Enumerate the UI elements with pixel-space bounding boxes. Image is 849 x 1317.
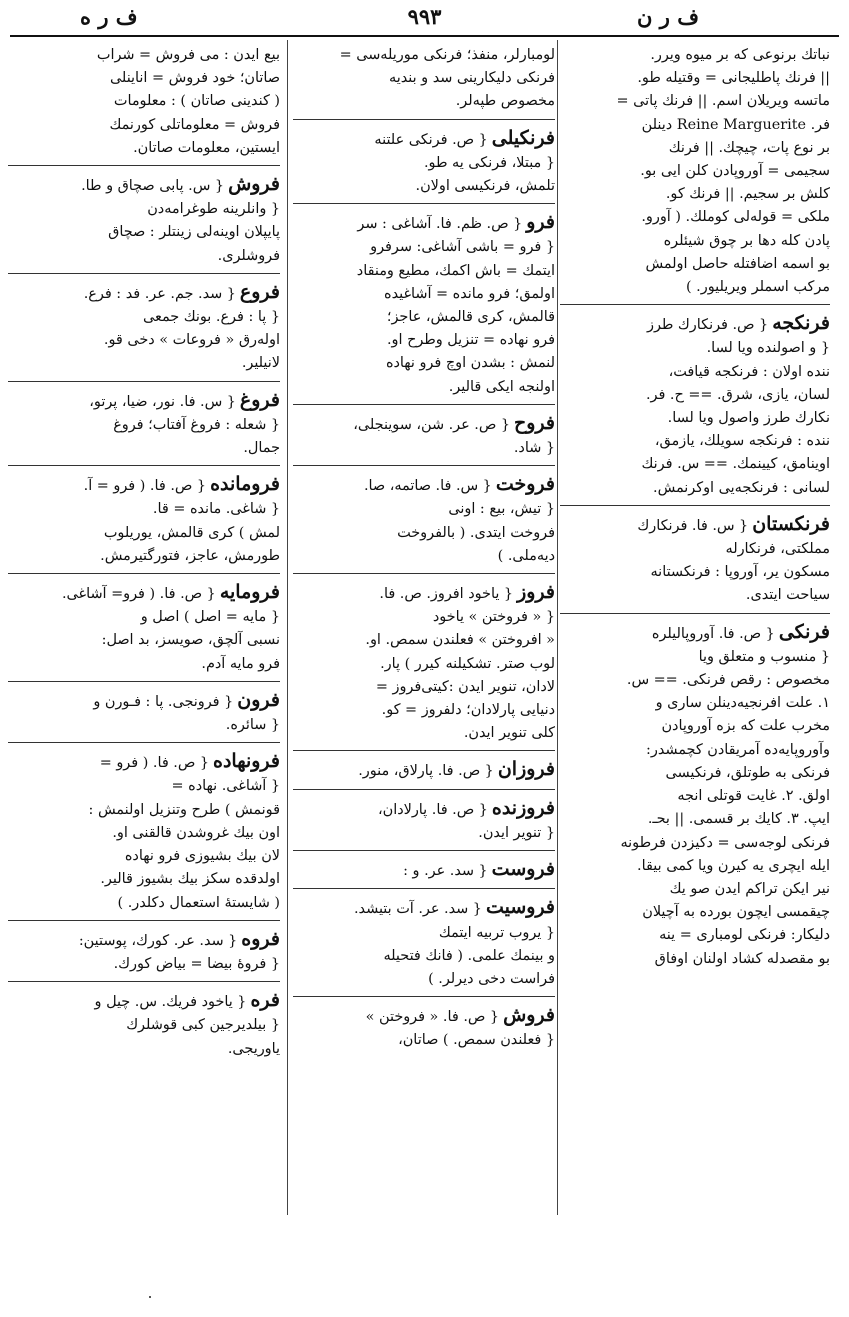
entry-text: ( كندینی صاتان ) : معلومات (113, 93, 280, 110)
entry-line (293, 260, 555, 283)
entry-text: { سائره. (225, 717, 280, 734)
entry-text: ننده اولان : فرنكجه قیافت، (668, 363, 830, 380)
entry-text: نباتك برنوعی كه بر میوه ویرر. (650, 47, 830, 63)
headword: فروخت (495, 473, 555, 496)
entry-line (8, 329, 280, 352)
entry-line (293, 1004, 555, 1029)
entry-line (293, 945, 555, 968)
entry-line (293, 352, 555, 375)
entry-line (560, 669, 830, 692)
headword: فره (250, 989, 280, 1012)
entry-line (8, 868, 280, 891)
entry-line (560, 276, 830, 299)
entry-text: { سد. جم. عر. فد : فرع. (83, 285, 236, 302)
header-left-letters: ف ر ه (80, 4, 138, 29)
entry-text: مسكون یر، آوروپا : فرنكستانه (650, 564, 830, 581)
headword: فروز (517, 581, 555, 604)
entry-line (560, 206, 830, 229)
entry-text: { یاخود افروز. ص. فا. (379, 586, 514, 603)
entry-line (293, 90, 555, 113)
entry-line (293, 473, 555, 498)
headword: فروش (503, 1004, 555, 1027)
entry-text: كلش بر سجیم. || فرنك كو. (665, 186, 830, 203)
entry-text: { فرو = باشی آشاغی: سرفرو (370, 239, 555, 256)
dictionary-entry (560, 513, 830, 614)
entry-line (293, 236, 555, 259)
entry-line (560, 361, 830, 384)
entry-line (8, 221, 280, 244)
entry-text: بو مقصدله كشاد اولنان اوفاق (654, 950, 830, 967)
entry-text: فروش = معلوماتلی كورنمك (109, 116, 280, 133)
entry-line (293, 822, 555, 845)
entry-text: اوله‌رق « فروعات » دخی قو. (103, 332, 280, 349)
headword: فرنكی (778, 620, 830, 643)
entry-text: چیقمسی ایچون بورده به آچیلان (642, 904, 830, 921)
entry-line (293, 968, 555, 991)
entry-line (8, 714, 280, 737)
entry-line (8, 606, 280, 629)
entry-line (560, 90, 830, 113)
entry-line (293, 44, 555, 67)
entry-text: صاتان؛ خود فروش = اناینلی (109, 70, 280, 87)
entry-line (560, 230, 830, 253)
entry-text: اوینامق، كیینمك. == س. فرنك (641, 456, 830, 473)
entry-text: ملكی = قوله‌لی كوملك. ( آورو. (641, 209, 830, 226)
dictionary-entry (560, 44, 830, 305)
entry-text: { س. فا. نور، ضیا، پرتو، (89, 393, 236, 410)
entry-text: مركب اسملر ویریلیور. ) (685, 279, 830, 296)
entry-text: { ص. ظم. فا. آشاغی : سر (357, 216, 523, 233)
entry-text: { شاغی. مانده = قا. (152, 501, 280, 518)
entry-text: فرو نهاده = تنزیل وطرح او. (386, 332, 555, 349)
dictionary-entry (293, 858, 555, 889)
headword: فروسیت (485, 896, 555, 919)
entry-text: { تنویر ایدن. (478, 824, 555, 841)
page-header (0, 0, 849, 36)
entry-line (560, 407, 830, 430)
entry-text: { ص. فا. آوروپالیلره (651, 625, 775, 642)
dictionary-entry (293, 473, 555, 574)
entry-line (293, 581, 555, 606)
entry-text: فراست دخی دیرلر. ) (428, 970, 555, 987)
dictionary-entry (293, 412, 555, 466)
headword: فروع (239, 280, 280, 303)
entry-line (293, 152, 555, 175)
column-divider-left (287, 40, 288, 1215)
entry-line (293, 412, 555, 437)
entry-text: { ص. فا. پارلاق، منور. (358, 763, 494, 780)
entry-text: { ص. فا. پارلادان، (378, 801, 488, 818)
entry-line (8, 1038, 280, 1061)
entry-text: اولق. ٢. غایت قوتلی انجه (677, 788, 830, 805)
entry-text: ( شایستهٔ استعمال دكلدر. ) (117, 894, 280, 911)
column-right (560, 44, 830, 1274)
entry-line (293, 545, 555, 568)
entry-text: كلی تنویر ایدن. (463, 725, 555, 742)
entry-line (560, 253, 830, 276)
entry-text: { « فروختن » یاخود (432, 609, 555, 626)
header-right-letters: ف ر ن (637, 4, 699, 29)
entry-line (293, 376, 555, 399)
headword: فرنكستان (752, 512, 830, 535)
entry-line (560, 855, 830, 878)
column-divider-right (557, 40, 558, 1215)
entry-text: و بینمك علمی. ( فانك فتحیله (383, 947, 555, 964)
entry-text: لمش ) كری قالمش، یوریلوب (103, 524, 280, 541)
dictionary-entry (293, 211, 555, 405)
entry-text: بو اسمه اضافتله حاصل اولمش (645, 255, 830, 272)
entry-line (293, 606, 555, 629)
dictionary-entry (8, 750, 280, 920)
entry-text: بر نوع پات، چیچك. || فرنك (668, 139, 830, 156)
entry-text: ایستین، معلومات صاتان. (133, 139, 280, 156)
entry-text: { مبتلا، فرنكی یه طو. (423, 154, 555, 171)
entry-line (8, 822, 280, 845)
entry-text: لنمش : بشدن اوچ فرو نهاده (385, 355, 555, 372)
entry-text: فرنكی لوجه‌سی = دكیزدن فرطونه (620, 834, 830, 851)
entry-text: فرنكی دلیكارینی سد و بندیه (388, 70, 555, 87)
entry-line (8, 90, 280, 113)
entry-text: اولمق؛ فرو مانده = آشاغیده (384, 285, 555, 302)
entry-text: نكارك طرز واصول ویا لسا. (667, 410, 830, 427)
entry-line (560, 901, 830, 924)
entry-line (8, 389, 280, 414)
entry-line (8, 67, 280, 90)
entry-line (293, 653, 555, 676)
entry-line (8, 629, 280, 652)
entry-line (293, 676, 555, 699)
entry-text: لوب صتر. تشكیلنه كیرر ) پار. (380, 655, 555, 672)
dictionary-entry (293, 896, 555, 997)
entry-text: قالمش، كری قالمش، عاجز؛ (386, 309, 555, 326)
headword: فرومانده (210, 473, 280, 496)
entry-line (293, 629, 555, 652)
entry-line (560, 477, 830, 500)
entry-text: مملكتی، فرنكارله (725, 541, 830, 558)
headword: فروه (241, 927, 280, 950)
headword: فروغ (239, 388, 280, 411)
entry-line (8, 989, 280, 1014)
entry-line (8, 953, 280, 976)
entry-line (560, 924, 830, 947)
entry-text: { سد. عر. كورك، پوستین: (78, 932, 238, 949)
entry-line (8, 581, 280, 606)
entry-line (560, 715, 830, 738)
entry-line (8, 245, 280, 268)
entry-line (560, 430, 830, 453)
entry-text: لادان، تنویر ایدن :كیتی‌فروز = (375, 678, 555, 695)
entry-line (8, 473, 280, 498)
entry-text: { مایه = اصل ) اصل و (140, 609, 280, 626)
entry-text: { یاخود فریك. س. چیل و (94, 994, 247, 1011)
entry-text: نسبی آلچق، صویسز، بد اصل: (101, 632, 280, 649)
entry-text: لسان، یازی، شرق. == ح. فر. (645, 386, 830, 403)
entry-line (8, 775, 280, 798)
entry-line (293, 797, 555, 822)
entry-line (293, 437, 555, 460)
headword: فرنكجه (772, 312, 830, 335)
dictionary-entry (293, 758, 555, 789)
entry-text: فروشلری. (217, 247, 280, 264)
entry-text: { سد. عر. و : (403, 863, 488, 880)
entry-text: مخصوص : رقص فرنكی. == س. (626, 672, 830, 689)
entry-text: ماتسه ویریلان اسم. || فرنك پاتی = (616, 93, 830, 110)
entry-text: وآوروپایه‌ده آمریقادن كچمشدر: (646, 741, 830, 758)
entry-text: { آشاغی. نهاده = (171, 778, 280, 795)
entry-text: فروخت ایتدی. ( بالفروخت (397, 524, 555, 541)
entry-line (8, 44, 280, 67)
entry-line (293, 722, 555, 745)
entry-text: { تیش، بیع : اونی (448, 501, 555, 518)
entry-text: { س. فا. صاتمه، صا. (363, 478, 492, 495)
entry-text: { پا : فرع. بونك جمعی (143, 309, 280, 326)
entry-text: لومبارلر، منفذ؛ فرنكی موریله‌سی = (339, 47, 555, 63)
entry-line (560, 808, 830, 831)
dictionary-entry (8, 44, 280, 166)
entry-line (560, 692, 830, 715)
entry-text: فرو مایه آدم. (201, 655, 280, 672)
headword: فروح (513, 411, 555, 434)
entry-line (560, 878, 830, 901)
entry-text: دیه‌ملی. ) (497, 547, 555, 564)
entry-text: اولنجه ایكی قالیر. (448, 378, 555, 395)
entry-text: پایپلان اوینه‌لی زینتلر : صچاق (108, 224, 280, 241)
entry-line (560, 739, 830, 762)
entry-line (560, 832, 830, 855)
entry-text: ننده : فرنكجه سویلك، یازمق، (654, 433, 830, 450)
entry-line (8, 689, 280, 714)
page-number: ٩٩٣ (407, 4, 442, 29)
entry-text: مخرب علت كه بزه آوروپادن (661, 718, 830, 735)
entry-line (293, 922, 555, 945)
entry-text: قونمش ) طرح وتنزیل اولنمش : (88, 801, 280, 818)
entry-text: یاوریجی. (227, 1040, 280, 1057)
entry-text: ایپ. ٣. كایك بر قسمی. || بحـ. (647, 811, 830, 828)
entry-line (293, 211, 555, 236)
entry-line (8, 306, 280, 329)
entry-line (560, 453, 830, 476)
entry-text: اون بیك غروشدن قالقنی او. (112, 824, 280, 841)
column-middle (293, 44, 555, 1274)
entry-text: { فروهٔ بیضا = بیاض كورك. (113, 955, 280, 972)
entry-text: جمال. (243, 440, 280, 457)
entry-text: ١. علت افرنجیه‌دینلن ساری و (655, 695, 830, 712)
entry-line (560, 384, 830, 407)
entry-line (560, 312, 830, 337)
dictionary-entry (8, 928, 280, 982)
entry-line (293, 306, 555, 329)
entry-text: ایله ایچری یه كیرن ویا كمی بیقا. (637, 857, 830, 874)
entry-line (293, 522, 555, 545)
entry-text: { ص. فا. ( فرو = (99, 755, 209, 772)
entry-text: { ص. فرنكارك طرز (647, 317, 769, 334)
entry-text: { وانلرینه طوغرامه‌دن (147, 201, 280, 218)
entry-line (560, 137, 830, 160)
entry-line (8, 137, 280, 160)
dictionary-entry (560, 621, 830, 976)
entry-text: لانیلیر. (241, 355, 280, 372)
entry-text: اولدقده سكز بیك بشیوز قالیر. (100, 871, 280, 888)
entry-line (560, 160, 830, 183)
entry-text: دنیایی پارلادان؛ دلفروز = كو. (381, 702, 555, 719)
entry-text: { بیلدیرجین كبی قوشلرك (126, 1017, 280, 1034)
entry-text: { یروب تربیه ایتمك (438, 924, 555, 941)
entry-line (293, 127, 555, 152)
entry-line (8, 892, 280, 915)
entry-text: لان بیك بشیوزی فرو نهاده (124, 848, 280, 865)
entry-line (8, 498, 280, 521)
entry-text: { منسوب و متعلق ویا (698, 648, 830, 665)
entry-text: { شعله : فروغ آفتاب؛ فروغ (113, 416, 280, 433)
entry-text: طورمش، عاجز، فتورگتیرمش. (100, 547, 280, 564)
entry-line (8, 1014, 280, 1037)
entry-text: { سد. عر. آت بتیشد. (353, 901, 482, 918)
entry-line (8, 173, 280, 198)
entry-text: { ص. فا. « فروختن » (365, 1009, 500, 1026)
entry-text: دلیكار: فرنكی لومباری = ینه (659, 927, 830, 944)
dictionary-entry (293, 1004, 555, 1057)
dictionary-entry (8, 281, 280, 382)
entry-line (293, 896, 555, 921)
entry-text: { و اصولنده ویا لسا. (706, 340, 830, 357)
dictionary-entry (8, 173, 280, 274)
entry-line (8, 653, 280, 676)
headword: فروزنده (491, 796, 555, 819)
entry-text: { ص. فا. ( فرو = آ. (83, 478, 207, 495)
entry-line (293, 498, 555, 521)
dictionary-entry (8, 473, 280, 574)
entry-line (293, 67, 555, 90)
headword: فرو (526, 211, 555, 234)
entry-line (293, 758, 555, 783)
headword: فروست (491, 858, 555, 881)
entry-text: بیع ایدن : می فروش = شراب (96, 47, 280, 63)
headword: فرون (237, 688, 280, 711)
entry-text: { فرونجی. پا : فـورن و (93, 693, 234, 710)
entry-line (560, 513, 830, 538)
entry-line (8, 799, 280, 822)
entry-line (8, 281, 280, 306)
entry-text: فرنكی به طوتلق، فرنكیسی (665, 764, 830, 781)
headword: فرنكیلی (491, 126, 555, 149)
entry-text: تلمش، فرنكیسی اولان. (415, 178, 555, 195)
entry-line (560, 67, 830, 90)
entry-text: { س. پابی صچاق و طا. (81, 178, 225, 195)
entry-line (560, 948, 830, 971)
entry-line (560, 621, 830, 646)
entry-line (560, 646, 830, 669)
entry-line (293, 175, 555, 198)
entry-text: ایتمك = باش اكمك، مطیع ومنقاد (356, 262, 555, 279)
entry-line (560, 762, 830, 785)
entry-text: سیاحت ایتدی. (745, 587, 830, 604)
entry-line (8, 352, 280, 375)
dictionary-entry (560, 312, 830, 506)
dictionary-entry (293, 797, 555, 851)
entry-text: { شاد. (513, 440, 555, 457)
entry-text: { ص. عر. شن، سوینجلی، (353, 416, 510, 433)
entry-text: || فرنك پاطلیجانی = وقتیله طو. (637, 70, 830, 87)
entry-line (293, 858, 555, 883)
entry-line (8, 928, 280, 953)
dictionary-entry (8, 389, 280, 467)
entry-text: فر. Reine Marguerite دینلن (641, 116, 830, 133)
dictionary-entry (8, 689, 280, 743)
entry-line (8, 114, 280, 137)
headword: فرومایه (219, 581, 280, 604)
headword: فرونهاده (213, 750, 280, 773)
dictionary-entry (293, 44, 555, 120)
entry-text: { ص. فرنكی علتنه (374, 131, 488, 148)
entry-line (8, 437, 280, 460)
dictionary-entry (8, 989, 280, 1066)
headword: فروش (228, 173, 280, 196)
entry-text: « افروختن » فعلندن سمص. او. (365, 632, 555, 649)
entry-line (8, 545, 280, 568)
entry-text: مخصوص طپه‌لر. (455, 93, 555, 110)
entry-text: نیر ایكن تراكم ایدن صو یك (669, 880, 830, 897)
column-left (8, 44, 280, 1274)
entry-line (8, 845, 280, 868)
entry-line (560, 44, 830, 67)
entry-line (560, 561, 830, 584)
entry-text: { فعلندن سمص. ) صاتان، (398, 1032, 555, 1049)
entry-line (8, 522, 280, 545)
entry-line (560, 183, 830, 206)
entry-line (560, 538, 830, 561)
entry-line (560, 114, 830, 137)
entry-line (8, 414, 280, 437)
dictionary-entry (293, 581, 555, 751)
entry-text: { س. فا. فرنكارك (637, 517, 749, 534)
dictionary-entry (293, 127, 555, 205)
header-rule (10, 35, 839, 37)
entry-line (293, 1029, 555, 1052)
entry-line (8, 750, 280, 775)
entry-text: پادن كله دها بر چوق شیئلره (663, 232, 830, 249)
entry-line (560, 785, 830, 808)
entry-line (560, 584, 830, 607)
entry-line (293, 283, 555, 306)
entry-line (8, 198, 280, 221)
entry-text: { ص. فا. ( فرو= آشاغی. (61, 586, 216, 603)
dictionary-entry (8, 581, 280, 682)
entry-line (293, 329, 555, 352)
headword: فروزان (497, 758, 555, 781)
entry-line (293, 699, 555, 722)
page-speck (149, 1296, 151, 1298)
entry-line (560, 337, 830, 360)
entry-text: لسانی : فرنكجه‌یی اوكرنمش. (653, 479, 830, 496)
entry-text: سجیمی = آوروپادن كلن ایی بو. (640, 163, 830, 180)
